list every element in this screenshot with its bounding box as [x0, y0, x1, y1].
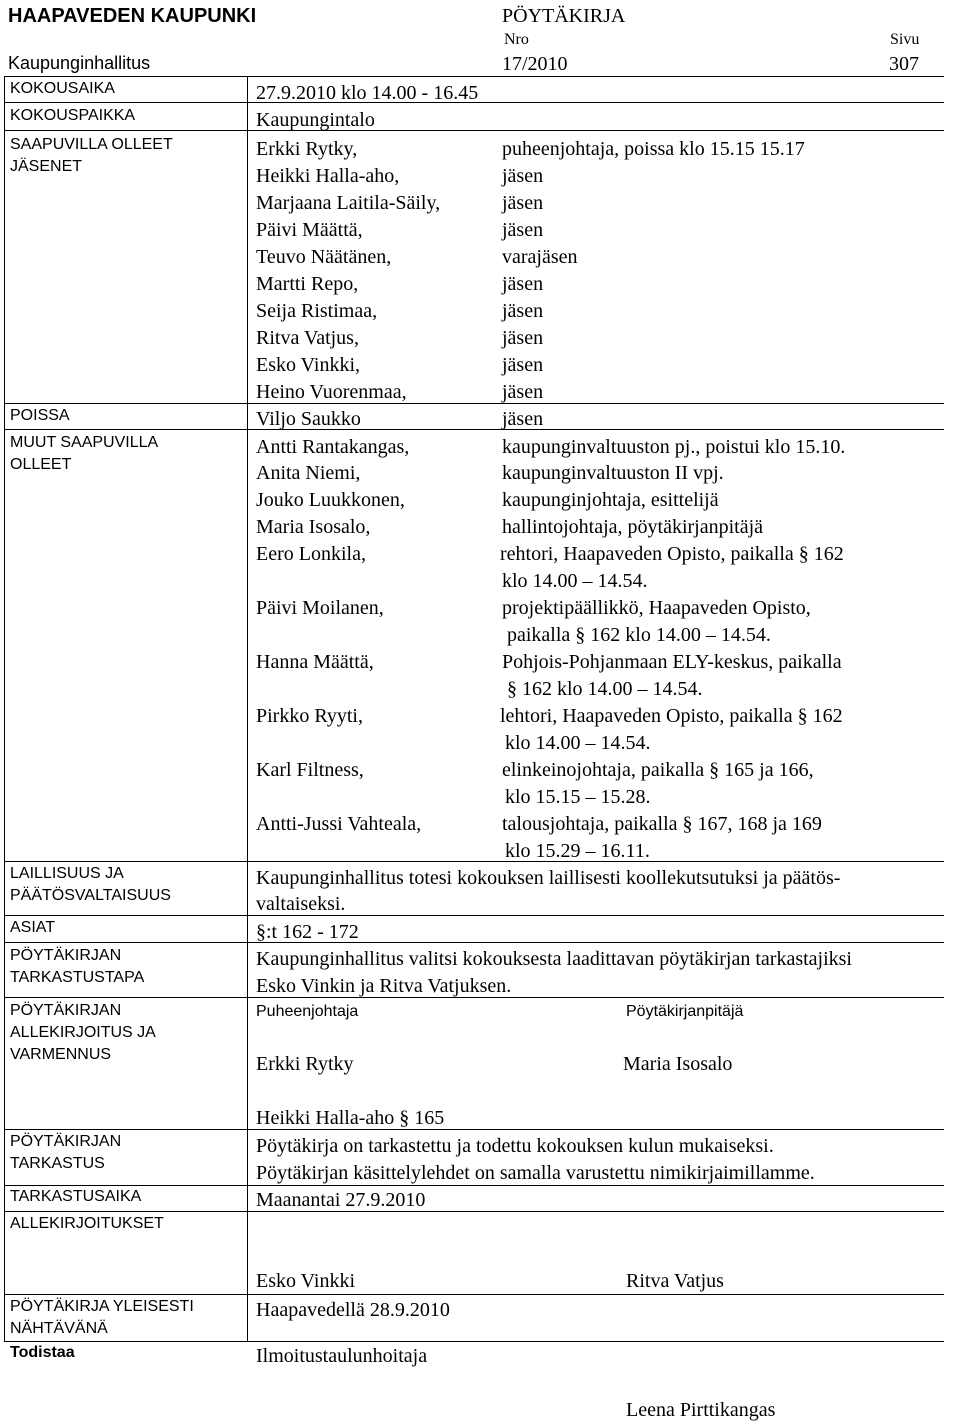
others-label: MUUT SAAPUVILLA: [10, 434, 159, 451]
attendee-name: Antti-Jussi Vahteala,: [256, 813, 422, 835]
signer-name: Ritva Vatjus: [626, 1270, 724, 1292]
attendee-role: kaupunginvaltuuston pj., poistui klo 15.10.: [502, 436, 846, 458]
members-label: JÄSENET: [10, 158, 83, 175]
attendee-role: kaupunginjohtaja, esittelijä: [502, 489, 719, 511]
member-name: Heikki Halla-aho,: [256, 165, 400, 187]
review-time-value: Maanantai 27.9.2010: [256, 1189, 426, 1211]
page-label: Sivu: [890, 31, 920, 48]
divider: [4, 130, 944, 131]
review-method-label: PÖYTÄKIRJAN: [10, 947, 122, 964]
public-display-label: NÄHTÄVÄNÄ: [10, 1320, 108, 1337]
member-name: Erkki Rytky,: [256, 138, 358, 160]
member-name: Marjaana Laitila-Säily,: [256, 192, 441, 214]
attendee-role: kaupunginvaltuuston II vpj.: [502, 462, 724, 484]
divider: [4, 915, 944, 916]
public-display-value: Haapavedellä 28.9.2010: [256, 1299, 450, 1321]
member-role: jäsen: [502, 192, 544, 214]
chair-title: Puheenjohtaja: [256, 1003, 359, 1020]
attendee-name: Hanna Määttä,: [256, 651, 374, 673]
secretary-title: Pöytäkirjanpitäjä: [626, 1003, 744, 1020]
member-name: Heino Vuorenmaa,: [256, 381, 407, 403]
review-time-label: TARKASTUSAIKA: [10, 1188, 142, 1205]
attendee-role: Pohjois-Pohjanmaan ELY-keskus, paikalla: [502, 651, 842, 673]
member-role: jäsen: [502, 165, 544, 187]
attendee-role-cont: klo 14.00 – 14.54.: [502, 570, 648, 592]
secretary-name: Maria Isosalo: [623, 1053, 733, 1075]
attendee-role: hallintojohtaja, pöytäkirjanpitäjä: [502, 516, 764, 538]
organization-name: HAAPAVEDEN KAUPUNKI: [8, 5, 257, 27]
member-name: Päivi Määttä,: [256, 219, 363, 241]
attendee-name: Maria Isosalo,: [256, 516, 371, 538]
absent-role: jäsen: [502, 408, 544, 430]
divider: [4, 403, 944, 404]
document-type: PÖYTÄKIRJA: [502, 5, 626, 27]
review-text: Pöytäkirjan käsittelylehdet on samalla varustettu nimikirjaimillamme.: [256, 1162, 815, 1184]
absent-label: POISSA: [10, 407, 70, 424]
review-label: TARKASTUS: [10, 1155, 105, 1172]
attendee-role: lehtori, Haapaveden Opisto, paikalla § 162: [500, 705, 843, 727]
divider: [4, 997, 944, 998]
divider: [4, 1341, 944, 1342]
attendee-name: Karl Filtness,: [256, 759, 364, 781]
member-name: Ritva Vatjus,: [256, 327, 359, 349]
legality-label: LAILLISUUS JA: [10, 865, 124, 882]
attendee-name: Anita Niemi,: [256, 462, 361, 484]
meeting-place-label: KOKOUSPAIKKA: [10, 107, 136, 124]
legality-label: PÄÄTÖSVALTAISUUS: [10, 887, 171, 904]
attendee-role-cont: § 162 klo 14.00 – 14.54.: [507, 678, 703, 700]
attendee-role-cont: klo 14.00 – 14.54.: [505, 732, 651, 754]
notice-board-keeper-title: Ilmoitustaulunhoitaja: [256, 1345, 428, 1367]
attendee-role-cont: klo 15.29 – 16.11.: [505, 840, 650, 862]
meeting-place-value: Kaupungintalo: [256, 109, 375, 131]
meeting-time-value: 27.9.2010 klo 14.00 - 16.45: [256, 82, 479, 104]
attendee-role: rehtori, Haapaveden Opisto, paikalla § 162: [500, 543, 844, 565]
divider: [4, 1294, 944, 1295]
review-method-text: Esko Vinkin ja Ritva Vatjuksen.: [256, 975, 512, 997]
page-number: 307: [889, 53, 919, 75]
signature-label: VARMENNUS: [10, 1046, 112, 1063]
divider: [4, 76, 944, 77]
meeting-time-label: KOKOUSAIKA: [10, 80, 115, 97]
legality-text: Kaupunginhallitus totesi kokouksen laillisesti koollekutsutuksi ja päätös-: [256, 867, 841, 889]
attendee-name: Jouko Luukkonen,: [256, 489, 405, 511]
members-label: SAAPUVILLA OLLEET: [10, 136, 173, 153]
review-label: PÖYTÄKIRJAN: [10, 1133, 122, 1150]
items-label: ASIAT: [10, 919, 56, 936]
review-method-text: Kaupunginhallitus valitsi kokouksesta laadittavan pöytäkirjan tarkastajiksi: [256, 948, 852, 970]
column-divider: [247, 76, 248, 1342]
attendee-role: talousjohtaja, paikalla § 167, 168 ja 169: [502, 813, 822, 835]
attendee-name: Pirkko Ryyti,: [256, 705, 363, 727]
certifies-label: Todistaa: [10, 1344, 75, 1361]
others-label: OLLEET: [10, 456, 72, 473]
divider: [4, 1129, 944, 1130]
member-name: Teuvo Näätänen,: [256, 246, 392, 268]
attendee-role-cont: klo 15.15 – 15.28.: [505, 786, 651, 808]
member-role: jäsen: [502, 219, 544, 241]
signature-note: Heikki Halla-aho § 165: [256, 1107, 445, 1129]
table-border-left: [4, 76, 5, 1342]
member-role: puheenjohtaja, poissa klo 15.15 15.17: [502, 138, 805, 160]
legality-text: valtaiseksi.: [256, 893, 346, 915]
items-value: §:t 162 - 172: [256, 921, 359, 943]
divider: [4, 942, 944, 943]
signatures-label: ALLEKIRJOITUKSET: [10, 1215, 164, 1232]
absent-name: Viljo Saukko: [256, 408, 361, 430]
document-number: 17/2010: [502, 53, 568, 75]
member-role: varajäsen: [502, 246, 578, 268]
divider: [4, 1185, 944, 1186]
divider: [4, 861, 944, 862]
number-label: Nro: [504, 31, 529, 48]
divider: [4, 1211, 944, 1212]
attendee-name: Antti Rantakangas,: [256, 436, 410, 458]
signature-label: ALLEKIRJOITUS JA: [10, 1024, 156, 1041]
member-name: Seija Ristimaa,: [256, 300, 378, 322]
member-name: Esko Vinkki,: [256, 354, 360, 376]
review-method-label: TARKASTUSTAPA: [10, 969, 145, 986]
signature-label: PÖYTÄKIRJAN: [10, 1002, 122, 1019]
attendee-name: Päivi Moilanen,: [256, 597, 384, 619]
public-display-label: PÖYTÄKIRJA YLEISESTI: [10, 1298, 194, 1315]
attendee-role-cont: paikalla § 162 klo 14.00 – 14.54.: [507, 624, 771, 646]
attendee-name: Eero Lonkila,: [256, 543, 366, 565]
notice-board-keeper-name: Leena Pirttikangas: [626, 1399, 776, 1421]
member-name: Martti Repo,: [256, 273, 359, 295]
member-role: jäsen: [502, 381, 544, 403]
member-role: jäsen: [502, 327, 544, 349]
body-name: Kaupunginhallitus: [8, 53, 151, 73]
chair-name: Erkki Rytky: [256, 1053, 354, 1075]
attendee-role: elinkeinojohtaja, paikalla § 165 ja 166,: [502, 759, 814, 781]
member-role: jäsen: [502, 273, 544, 295]
member-role: jäsen: [502, 300, 544, 322]
divider: [4, 429, 944, 430]
member-role: jäsen: [502, 354, 544, 376]
signer-name: Esko Vinkki: [256, 1270, 355, 1292]
review-text: Pöytäkirja on tarkastettu ja todettu kokouksen kulun mukaiseksi.: [256, 1135, 774, 1157]
attendee-role: projektipäällikkö, Haapaveden Opisto,: [502, 597, 811, 619]
